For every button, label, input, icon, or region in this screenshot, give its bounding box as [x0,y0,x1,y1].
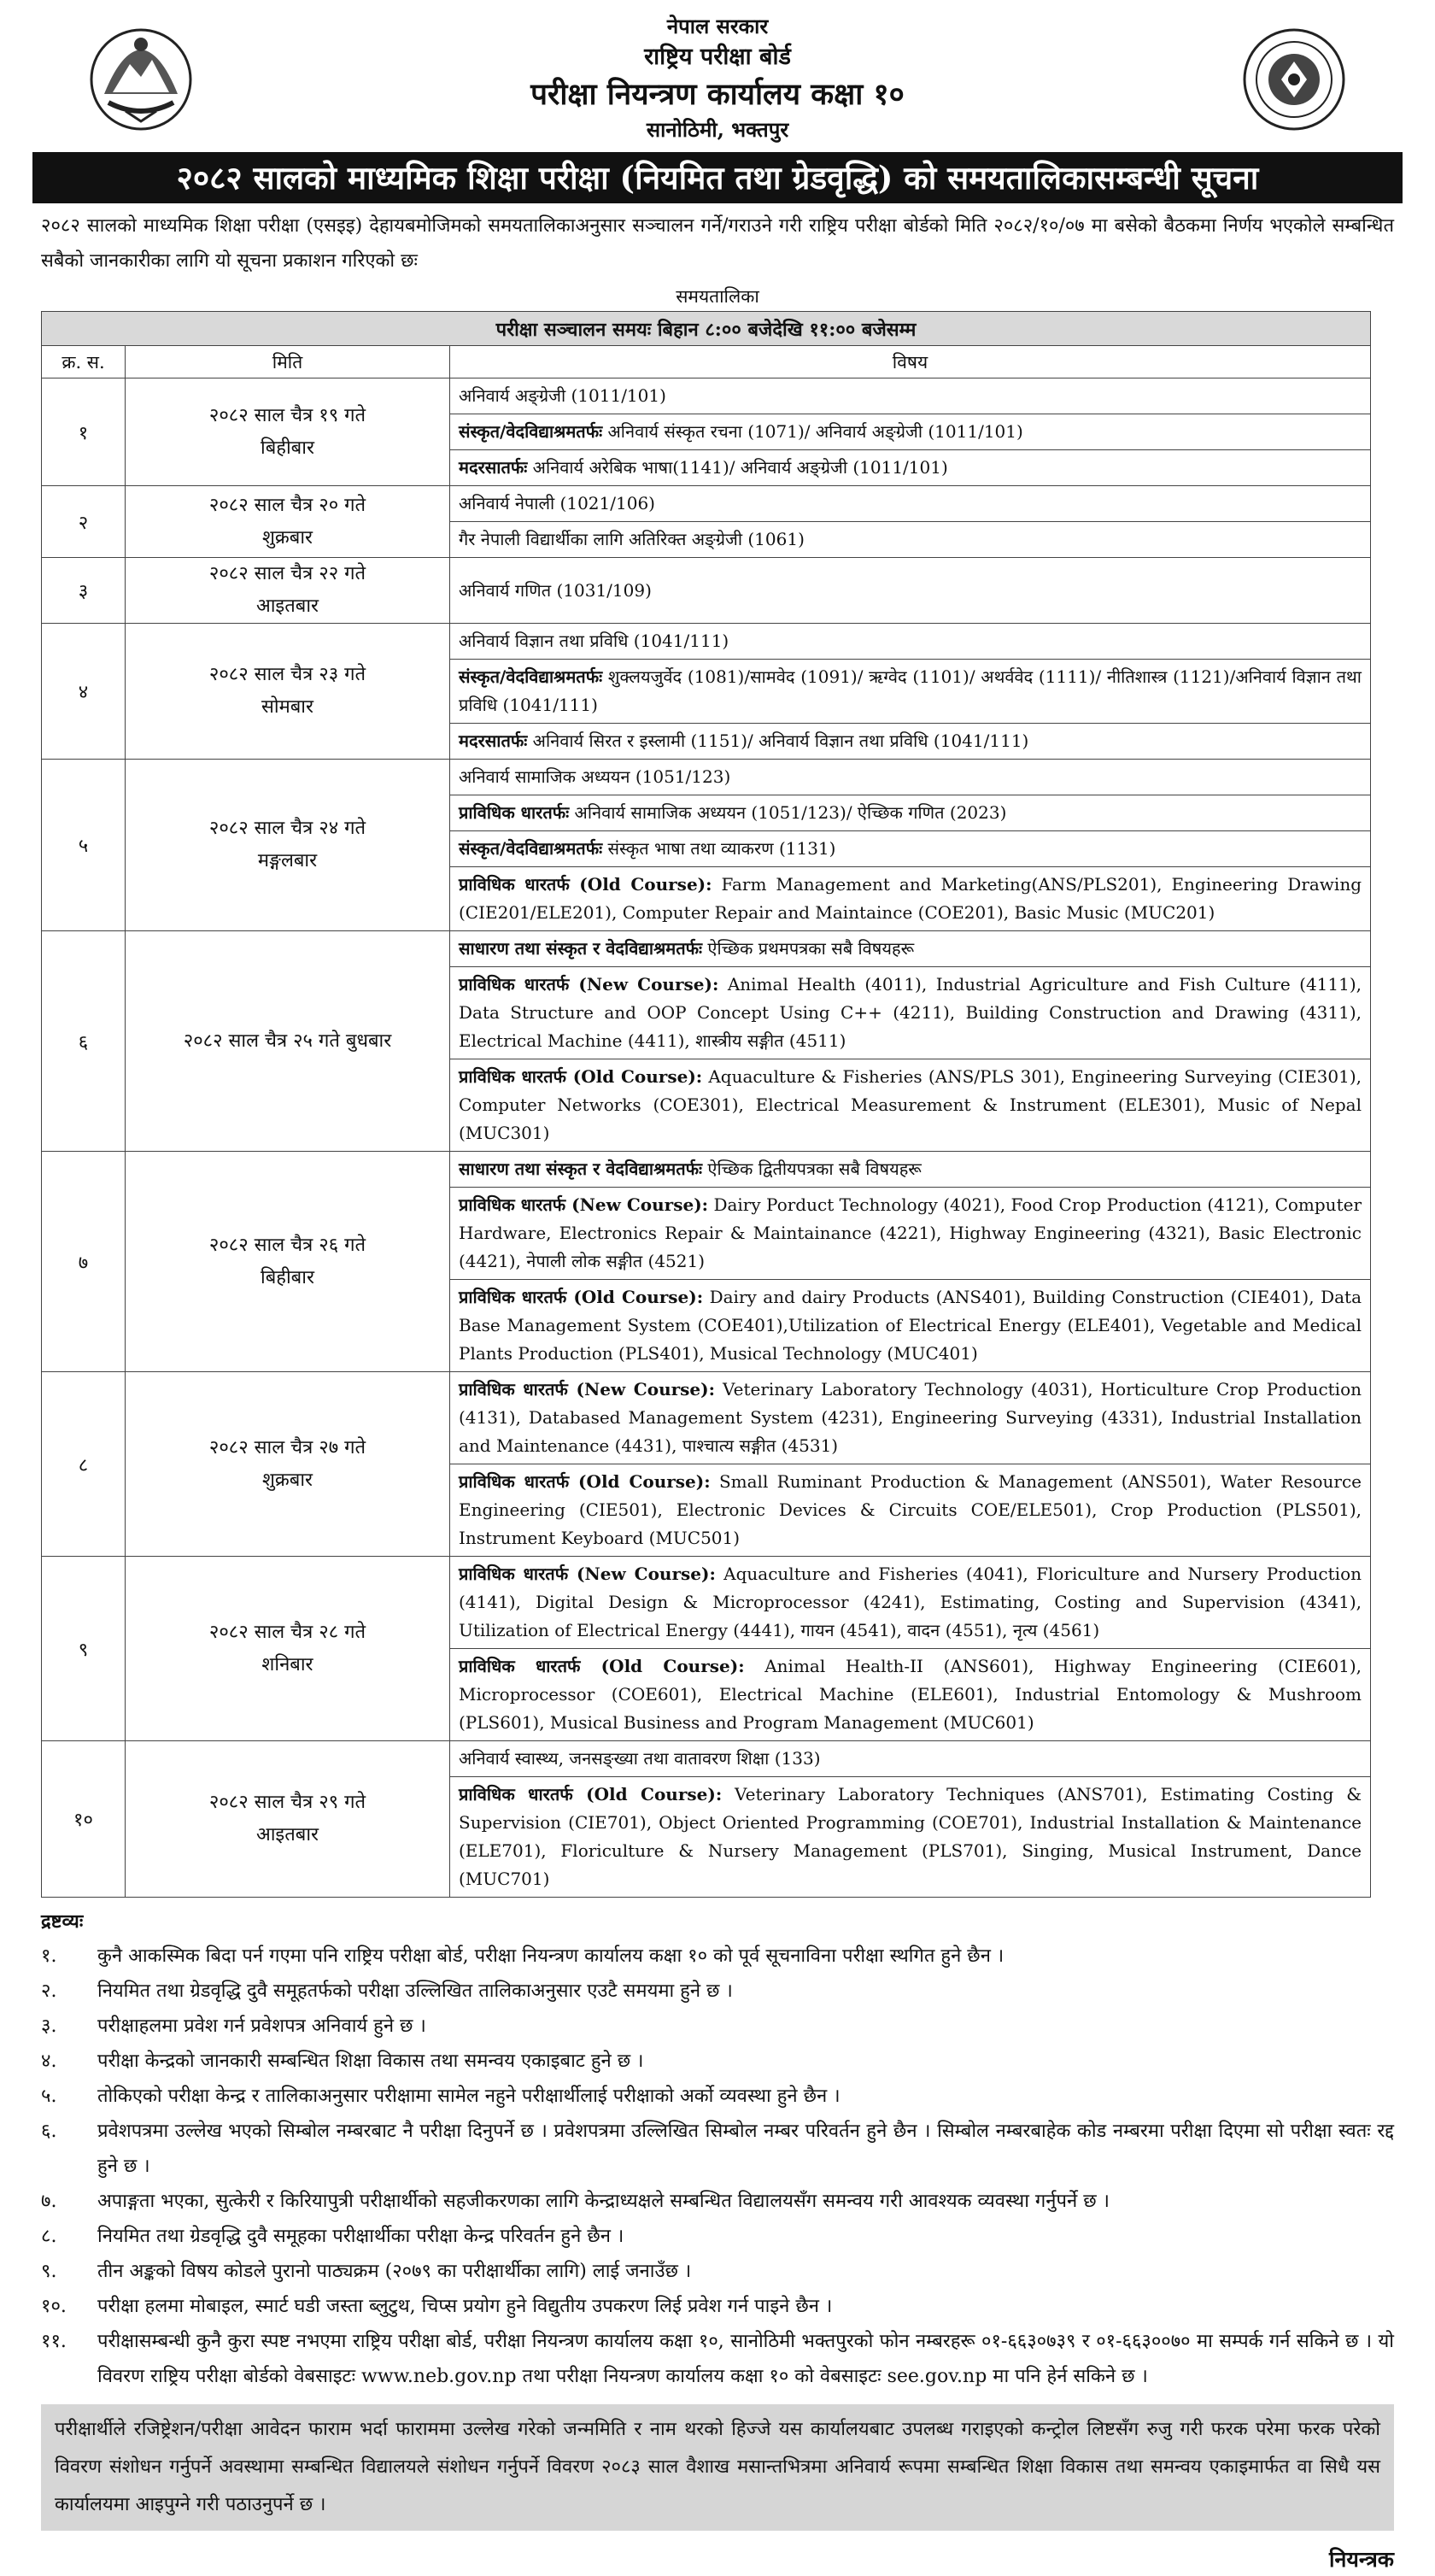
row-date-cell [126,1372,450,1557]
subject-line [450,660,1370,724]
row-weekday: आइतबार [255,596,319,617]
note-number: १०. [41,2296,67,2317]
note-number: ९. [41,2261,57,2282]
note-number: ११. [41,2331,67,2352]
subject-line [450,1188,1370,1280]
subject-line [450,378,1370,414]
subject-text: Veterinary Laboratory Techniques (ANS701), Estimating Costing & Supervision (CIE701), Object Oriented Programming (COE701), Industrial Installation & Maintenance (ELE701), Floriculture & Nursery Management (PLS701), Singing, Musical Instrument, Dance (MUC701) [459,1784,1362,1889]
subject-text: अनिवार्य सामाजिक अध्ययन (1051/123) [459,766,731,787]
row-date: २०८२ साल चैत्र २९ गते [208,1792,366,1813]
subject-text: अनिवार्य अरेबिक भाषा(1141)/ अनिवार्य अङ्ग्रेजी (1011/101) [527,457,948,478]
subject-text: अनिवार्य अङ्ग्रेजी (1011/101) [459,385,666,406]
subject-text: अनिवार्य विज्ञान तथा प्रविधि (1041/111) [459,631,729,651]
subject-line [450,931,1370,967]
subject-stream-label: प्राविधिक धारतर्फ (Old Course): [459,1471,711,1492]
subject-stream-label: साधारण तथा संस्कृत र वेदविद्याश्रमतर्फः [459,938,703,959]
row-date: २०८२ साल चैत्र २५ गते बुधबार [183,1030,392,1052]
subject-stream-label: मदरसातर्फः [459,731,528,751]
table-row [42,1557,1371,1741]
subject-stream-label: प्राविधिक धारतर्फ (Old Course): [459,1066,703,1087]
subject-text: गैर नेपाली विद्यार्थीका लागि अतिरिक्त अङ्ग्रेजी (1061) [459,529,805,549]
subject-stream-label: प्राविधिक धारतर्फ (Old Course): [459,1656,745,1676]
row-serial-number: ८ [42,1372,126,1557]
table-row [42,558,1371,624]
note-number: ३. [41,2016,57,2037]
row-subjects-cell [450,1152,1371,1372]
table-row [42,1152,1371,1372]
subject-stream-label: प्राविधिक धारतर्फ (Old Course): [459,1784,723,1804]
note-text: अपाङ्गता भएका, सुत्केरी र किरियापुत्री परीक्षार्थीको सहजीकरणका लागि केन्द्राध्यक्षले सम्बन्धित विद्यालयसँग समन्वय गरी आवश्यक व्यवस्था गर्नुपर्ने छ । [97,2191,1110,2212]
subject-text: अनिवार्य संस्कृत रचना (1071)/ अनिवार्य अङ्ग्रेजी (1011/101) [602,421,1023,442]
row-serial-number: २ [42,486,126,558]
row-date: २०८२ साल चैत्र १९ गते [208,404,366,426]
row-date: २०८२ साल चैत्र २० गते [208,494,366,516]
row-date-cell [126,1152,450,1372]
row-serial-number: ७ [42,1152,126,1372]
note-text: कुनै आकस्मिक बिदा पर्न गएमा पनि राष्ट्रिय परीक्षा बोर्ड, परीक्षा नियन्त्रण कार्यालय कक्षा १० को पूर्व सूचनाविना परीक्षा स्थगित हुने छैन । [97,1945,1004,1967]
row-weekday: सोमबार [261,696,313,718]
subject-line [450,1280,1370,1371]
subject-text: ऐच्छिक प्रथमपत्रका सबै विषयहरू [702,938,915,959]
subject-text: Aquaculture and Fisheries (4041), Floriculture and Nursery Production (4141), Digital Design & Microprocessor (4241), Estimating, Costing and Supervision (4341), Utilization of Electrical Energy (4441), गायन (4541), वादन (4551), नृत्य (4561) [459,1564,1362,1640]
row-date-cell [126,486,450,558]
table-row [42,624,1371,760]
subject-text: Veterinary Laboratory Technology (4031), Horticulture Crop Production (4131), Databased Management System (4231), Engineering Surveying (4331), Industrial Installation and Maintenance (4431), पाश्चात्य सङ्गीत (4531) [459,1379,1362,1456]
row-serial-number: ९ [42,1557,126,1741]
note-item [34,2219,1401,2254]
note-number: ७. [41,2191,57,2212]
exam-schedule-table [41,311,1371,1898]
subject-line [450,624,1370,660]
subject-line [450,795,1370,831]
subject-line [450,522,1370,557]
table-row [42,760,1371,931]
subject-text: Dairy and dairy Products (ANS401), Building Construction (CIE401), Data Base Management System (COE401),Utilization of Electrical Energy (ELE401), Vegetable and Medical Plants Production (PLS401), Musical Technology (MUC401) [459,1287,1362,1364]
subject-text: Farm Management and Marketing(ANS/PLS201), Engineering Drawing (CIE201/ELE201), Computer Repair and Maintaince (COE201), Basic Music (MUC201) [459,874,1362,923]
row-subjects-cell [450,1741,1371,1898]
note-text: परीक्षा हलमा मोबाइल, स्मार्ट घडी जस्ता ब्लुटुथ, चिप्स प्रयोग हुने विद्युतीय उपकरण लिई प्रवेश गर्न पाइने छैन । [97,2296,833,2317]
subject-line [450,573,1370,608]
subject-stream-label: प्राविधिक धारतर्फ (Old Course): [459,1287,704,1307]
header-subject: विषय [450,346,1371,378]
row-date-cell [126,378,450,486]
note-item [34,2114,1401,2184]
subject-stream-label: मदरसातर्फः [459,457,528,478]
row-date-cell [126,760,450,931]
table-header-row [42,346,1371,378]
row-subjects-cell [450,931,1371,1152]
row-serial-number: ६ [42,931,126,1152]
subject-text: संस्कृत भाषा तथा व्याकरण (1131) [602,838,836,859]
row-date: २०८२ साल चैत्र २७ गते [208,1436,366,1458]
row-weekday: आइतबार [255,1824,319,1845]
row-subjects-cell [450,1557,1371,1741]
subject-line [450,760,1370,795]
subject-stream-label: संस्कृत/वेदविद्याश्रमतर्फः [459,421,603,442]
note-text: नियमित तथा ग्रेडवृद्धि दुवै समूहका परीक्षार्थीका परीक्षा केन्द्र परिवर्तन हुने छैन । [97,2226,624,2247]
subject-stream-label: साधारण तथा संस्कृत र वेदविद्याश्रमतर्फः [459,1159,703,1179]
subject-text: Animal Health-II (ANS601), Highway Engineering (CIE601), Microprocessor (COE601), Electrical Machine (ELE601), Industrial Entomology & Mushroom (PLS601), Musical Business and Program Management (MUC601) [459,1656,1362,1733]
subject-line [450,1152,1370,1188]
subject-stream-label: प्राविधिक धारतर्फ (New Course): [459,1379,715,1399]
subject-line [450,724,1370,759]
note-item [34,2254,1401,2289]
row-weekday: शनिबार [261,1653,313,1675]
subject-line [450,450,1370,485]
row-subjects-cell [450,760,1371,931]
subject-line [450,967,1370,1059]
row-subjects-cell [450,624,1371,760]
subject-text: अनिवार्य नेपाली (1021/106) [459,493,655,513]
signature-controller: नियन्त्रक [1329,2547,1394,2572]
row-weekday: बिहीबार [261,437,314,459]
note-number: २. [41,1980,57,2002]
schedule-caption: समयतालिका [676,286,759,307]
subject-stream-label: संस्कृत/वेदविद्याश्रमतर्फः [459,838,603,859]
notes-title: द्रष्टव्यः [41,1910,84,1933]
note-text: तोकिएको परीक्षा केन्द्र र तालिकाअनुसार परीक्षामा सामेल नहुने परीक्षार्थीलाई परीक्षाको अर्को व्यवस्था हुने छैन । [97,2086,840,2107]
subject-line [450,486,1370,522]
row-subjects-cell [450,486,1371,558]
subject-text: शुक्लयजुर्वेद (1081)/सामवेद (1091)/ ऋग्वेद (1101)/ अथर्ववेद (1111)/ नीतिशास्त्र (1121)/अनिवार्य विज्ञान तथा प्रविधि (1041/111) [459,666,1362,715]
row-subjects-cell [450,558,1371,624]
row-serial-number: १ [42,378,126,486]
note-number: १. [41,1945,57,1967]
row-weekday: मङ्गलबार [257,850,318,871]
row-date-cell [126,931,450,1152]
notes-list [34,1939,1401,2394]
note-text: परीक्षाहलमा प्रवेश गर्न प्रवेशपत्र अनिवार्य हुने छ । [97,2016,426,2037]
header-date: मिति [126,346,450,378]
subject-stream-label: प्राविधिक धारतर्फ (New Course): [459,974,719,995]
nepal-government-emblem-icon [87,26,195,133]
subject-text: अनिवार्य सामाजिक अध्ययन (1051/123)/ ऐच्छिक गणित (2023) [569,802,1007,823]
row-weekday: शुक्रबार [261,526,313,549]
subject-text: Aquaculture & Fisheries (ANS/PLS 301), Engineering Surveying (CIE301), Computer Networks (COE301), Electrical Measurement & Instrument (ELE301), Music of Nepal (MUC301) [459,1066,1362,1143]
exam-board-seal-icon [1240,26,1348,133]
subject-stream-label: प्राविधिक धारतर्फ (Old Course): [459,874,712,895]
row-subjects-cell [450,1372,1371,1557]
subject-line [450,1372,1370,1464]
row-date: २०८२ साल चैत्र २३ गते [208,664,366,685]
header-line-office: परीक्षा नियन्त्रण कार्यालय कक्षा १० [530,77,905,112]
note-item [34,1939,1401,1974]
header-serial: क्र. स. [42,346,126,378]
note-number: ५. [41,2086,57,2107]
subject-line [450,1649,1370,1740]
exam-time-row [42,312,1371,346]
note-text: परीक्षा केन्द्रको जानकारी सम्बन्धित शिक्षा विकास तथा समन्वय एकाइबाट हुने छ । [97,2051,644,2072]
note-item [34,2289,1401,2324]
subject-stream-label: प्राविधिक धारतर्फ (New Course): [459,1564,716,1584]
subject-line [450,867,1370,930]
subject-stream-label: प्राविधिक धारतर्फः [459,802,570,823]
subject-text: Small Ruminant Production & Management (ANS501), Water Resource Engineering (CIE501), Electronic Devices & Circuits COE/ELE501), Crop Production (PLS501), Instrument Keyboard (MUC501) [459,1471,1362,1548]
subject-text: अनिवार्य सिरत र इस्लामी (1151)/ अनिवार्य विज्ञान तथा प्रविधि (1041/111) [527,731,1029,751]
row-serial-number: ३ [42,558,126,624]
row-serial-number: ५ [42,760,126,931]
table-row [42,1741,1371,1898]
subject-line [450,1464,1370,1556]
row-weekday: शुक्रबार [261,1469,313,1491]
note-number: ६. [41,2121,57,2142]
row-serial-number: १० [42,1741,126,1898]
table-row [42,1372,1371,1557]
row-weekday: बिहीबार [261,1266,314,1288]
subject-text: Dairy Porduct Technology (4021), Food Crop Production (4121), Computer Hardware, Electronics Repair & Maintainance (4221), Highway Engineering (4321), Basic Electronic (4421), नेपाली लोक सङ्गीत (4521) [459,1194,1362,1271]
note-item [34,2079,1401,2114]
subject-text: Animal Health (4011), Industrial Agriculture and Fish Culture (4111), Data Structure and OOP Concept Using C++ (4211), Building Construction and Drawing (4311), Electrical Machine (4411), शास्त्रीय सङ्गीत (4511) [459,974,1362,1051]
row-serial-number: ४ [42,624,126,760]
note-text: प्रवेशपत्रमा उल्लेख भएको सिम्बोल नम्बरबाट नै परीक्षा दिनुपर्ने छ । प्रवेशपत्रमा उल्लिखित सिम्बोल नम्बर परिवर्तन हुने छैन । सिम्बोल नम्बरबाहेक कोड नम्बरमा परीक्षा दिएमा सो परीक्षा स्वतः रद्द हुने छ । [97,2121,1394,2177]
header-line-address: सानोठिमी, भक्तपुर [646,117,789,142]
subject-line [450,1059,1370,1151]
subject-text: अनिवार्य गणित (1031/109) [459,579,652,601]
row-date-cell [126,1557,450,1741]
footer-notice-box: परीक्षार्थीले रजिष्ट्रेशन/परीक्षा आवेदन फाराम भर्दा फाराममा उल्लेख गरेको जन्ममिति र नाम थरको हिज्जे यस कार्यालयबाट उपलब्ध गराइएको कन्ट्रोल लिष्टसँग रुजु गरी फरक परेमा फरक परेको विवरण संशोधन गर्नुपर्ने अवस्थामा सम्बन्धित विद्यालयले संशोधन गर्नुपर्ने विवरण २०८३ साल वैशाख मसान्तभित्रमा अनिवार्य रूपमा सम्बन्धित शिक्षा विकास तथा समन्वय एकाइमार्फत वा सिधै यस कार्यालयमा आइपुग्ने गरी पठाउनुपर्ने छ । [41,2404,1394,2531]
header-line-government: नेपाल सरकार [666,14,769,38]
intro-paragraph: २०८२ सालको माध्यमिक शिक्षा परीक्षा (एसइइ) देहायबमोजिमको समयतालिकाअनुसार सञ्चालन गर्ने/गराउने गरी राष्ट्रिय परीक्षा बोर्डको मिति २०८२/१०/०७ मा बसेको बैठकमा निर्णय भएकोले सम्बन्धित सबैको जानकारीका लागि यो सूचना प्रकाशन गरिएको छः [41,215,1394,272]
note-item [34,2184,1401,2219]
row-date-cell [126,558,450,624]
row-date: २०८२ साल चैत्र २२ गते [208,563,366,584]
table-row [42,486,1371,558]
note-text: नियमित तथा ग्रेडवृद्धि दुवै समूहतर्फको परीक्षा उल्लिखित तालिकाअनुसार एउटै समयमा हुने छ । [97,1980,733,2002]
notice-title: २०८२ सालको माध्यमिक शिक्षा परीक्षा (नियमित तथा ग्रेडवृद्धि) को समयतालिकासम्बन्धी सूचना [32,152,1403,203]
subject-line [450,414,1370,450]
table-row [42,931,1371,1152]
row-date-cell [126,624,450,760]
table-row [42,378,1371,486]
subject-line [450,831,1370,867]
subject-text: ऐच्छिक द्वितीयपत्रका सबै विषयहरू [702,1159,922,1179]
row-date: २०८२ साल चैत्र २८ गते [208,1621,366,1643]
note-item [34,1974,1401,2009]
note-number: ४. [41,2051,57,2072]
note-item [34,2009,1401,2044]
note-number: ८. [41,2226,57,2247]
row-date: २०८२ साल चैत्र २६ गते [208,1234,366,1256]
row-date-cell [126,1741,450,1898]
subject-line [450,1557,1370,1649]
note-text: परीक्षासम्बन्धी कुनै कुरा स्पष्ट नभएमा राष्ट्रिय परीक्षा बोर्ड, परीक्षा नियन्त्रण कार्यालय कक्षा १०, सानोठिमी भक्तपुरको फोन नम्बरहरू ०१-६६३०७३९ र ०१-६६३००७० मा सम्पर्क गर्न सकिने छ । यो विवरण राष्ट्रिय परीक्षा बोर्डको वेबसाइटः www.neb.gov.np तथा परीक्षा नियन्त्रण कार्यालय कक्षा १० को वेबसाइटः see.gov.np मा पनि हेर्न सकिने छ । [97,2331,1394,2387]
subject-stream-label: प्राविधिक धारतर्फ (New Course): [459,1194,709,1215]
notice-header [34,10,1401,152]
subject-text: अनिवार्य स्वास्थ्य, जनसङ्ख्या तथा वातावरण शिक्षा (133) [459,1748,821,1769]
subject-stream-label: संस्कृत/वेदविद्याश्रमतर्फः [459,666,603,687]
subject-line [450,1777,1370,1897]
note-item [34,2324,1401,2394]
note-text: तीन अङ्कको विषय कोडले पुरानो पाठ्यक्रम (२०७९ का परीक्षार्थीका लागि) लाई जनाउँछ । [97,2261,692,2282]
row-subjects-cell [450,378,1371,486]
exam-time-text: परीक्षा सञ्चालन समयः बिहान ८:०० बजेदेखि ११:०० बजेसम्म [42,312,1371,346]
note-item [34,2044,1401,2079]
subject-line [450,1741,1370,1777]
header-line-board: राष्ट्रिय परीक्षा बोर्ड [644,44,791,70]
row-date: २०८२ साल चैत्र २४ गते [208,818,366,839]
